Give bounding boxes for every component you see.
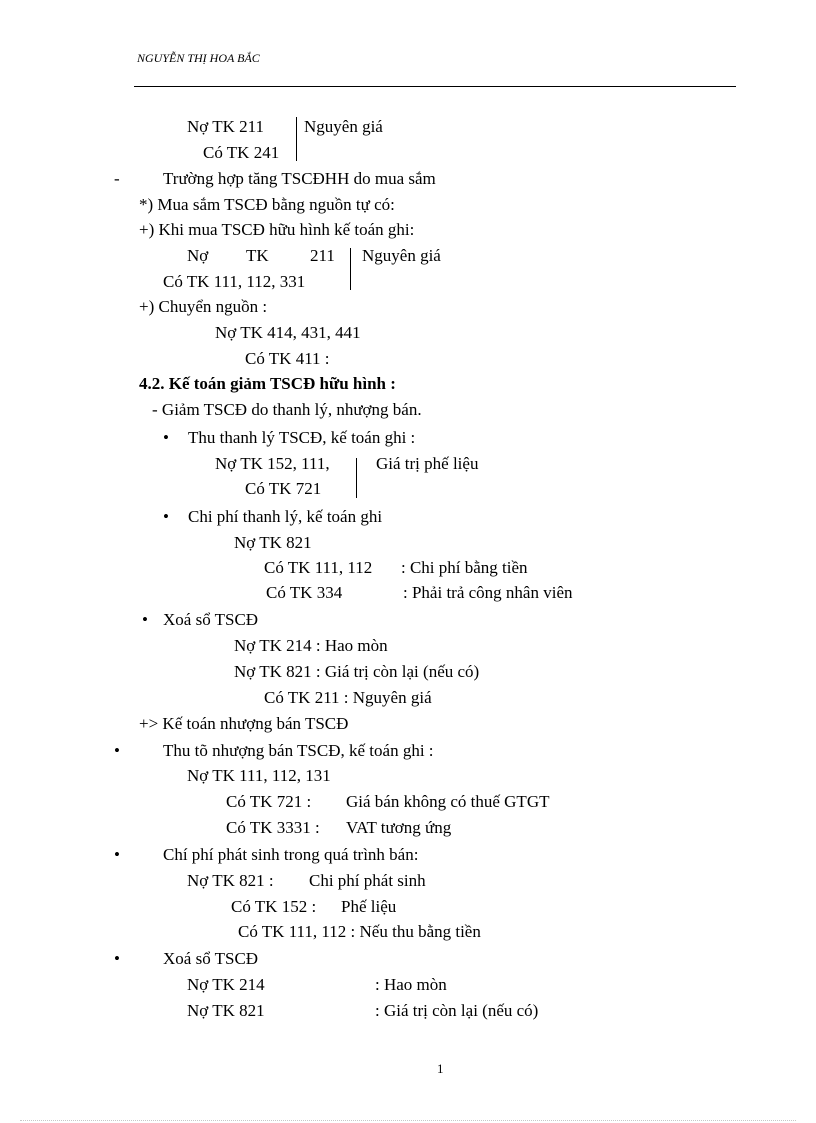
bullet: • — [114, 845, 120, 864]
list-item: Xoá sổ TSCĐ — [163, 949, 259, 968]
entry-divider — [356, 458, 357, 498]
bullet: • — [163, 507, 169, 526]
text-line: - Giảm TSCĐ do thanh lý, nhượng bán. — [152, 400, 422, 419]
text-line: +) Chuyển nguồn : — [139, 297, 268, 316]
entry-line: Nợ TK 821 — [187, 1001, 265, 1020]
text-line: +) Khi mua TSCĐ hữu hình kế toán ghi: — [139, 220, 415, 239]
entry-line: Nợ TK 821 : — [187, 871, 274, 890]
entry-note: : Giá trị còn lại (nếu có) — [375, 1001, 539, 1020]
entry-line: Nợ TK 821 — [234, 533, 312, 552]
page-number: 1 — [437, 1061, 444, 1076]
section-heading: 4.2. Kế toán giảm TSCĐ hữu hình : — [139, 374, 396, 393]
entry-note: Nguyên giá — [362, 246, 441, 265]
entry-line: Nợ TK 152, 111, — [215, 454, 330, 473]
entry-note: Phế liệu — [341, 897, 397, 916]
list-item: Trường hợp tăng TSCĐHH do mua sắm — [163, 169, 436, 188]
header-author: NGUYỄN THỊ HOA BẮC — [137, 51, 260, 65]
entry-note: Nguyên giá — [304, 117, 383, 136]
entry-note: Chi phí phát sinh — [309, 871, 426, 890]
text-line: +> Kế toán nhượng bán TSCĐ — [139, 714, 349, 733]
entry-line: Có TK 111, 112 — [264, 558, 373, 577]
entry-note: : Phải trả công nhân viên — [403, 583, 573, 602]
bullet: • — [142, 610, 148, 629]
entry-word: TK — [246, 246, 269, 265]
entry-note: VAT tương ứng — [346, 818, 452, 837]
entry-line: Nợ TK 414, 431, 441 — [215, 323, 361, 342]
entry-line: Có TK 721 — [245, 479, 322, 498]
entry-line: Nợ TK 821 : Giá trị còn lại (nếu có) — [234, 662, 480, 681]
bullet: • — [114, 741, 120, 760]
entry-line: Có TK 3331 : — [226, 818, 320, 837]
entry-line: Nợ TK 214 — [187, 975, 265, 994]
page-bottom-border — [20, 1120, 796, 1121]
entry-line: Nợ TK 214 : Hao mòn — [234, 636, 388, 655]
entry-divider — [296, 117, 297, 161]
list-item: Xoá sổ TSCĐ — [163, 610, 259, 629]
list-item: Chí phí phát sinh trong quá trình bán: — [163, 845, 419, 864]
bullet: • — [114, 949, 120, 968]
entry-line: Có TK 111, 112 : Nếu thu bằng tiền — [238, 922, 481, 941]
entry-line: Nợ TK 211 — [187, 117, 264, 136]
entry-line: Có TK 411 : — [245, 349, 330, 368]
entry-line: Có TK 241 — [203, 143, 280, 162]
entry-line: Có TK 721 : — [226, 792, 312, 811]
entry-note: Giá trị phế liệu — [376, 454, 479, 473]
entry-divider — [350, 248, 351, 290]
list-item: Thu tõ nhượng bán TSCĐ, kế toán ghi : — [163, 741, 434, 760]
entry-line: Có TK 211 : Nguyên giá — [264, 688, 432, 707]
bullet: • — [163, 428, 169, 447]
entry-note: Giá bán không có thuế GTGT — [346, 792, 550, 811]
list-dash: - — [114, 169, 120, 188]
header-rule — [134, 86, 736, 87]
entry-word: 211 — [310, 246, 335, 265]
text-line: *) Mua sắm TSCĐ bằng nguồn tự có: — [139, 195, 395, 214]
entry-line: Có TK 152 : — [231, 897, 317, 916]
entry-line: Có TK 111, 112, 331 — [163, 272, 306, 291]
entry-note: : Hao mòn — [375, 975, 447, 994]
list-item: Thu thanh lý TSCĐ, kế toán ghi : — [188, 428, 416, 447]
entry-line: Có TK 334 — [266, 583, 343, 602]
list-item: Chi phí thanh lý, kế toán ghi — [188, 507, 383, 526]
entry-note: : Chi phí bằng tiền — [401, 558, 528, 577]
entry-line: Nợ TK 111, 112, 131 — [187, 766, 331, 785]
entry-word: Nợ — [187, 246, 209, 265]
